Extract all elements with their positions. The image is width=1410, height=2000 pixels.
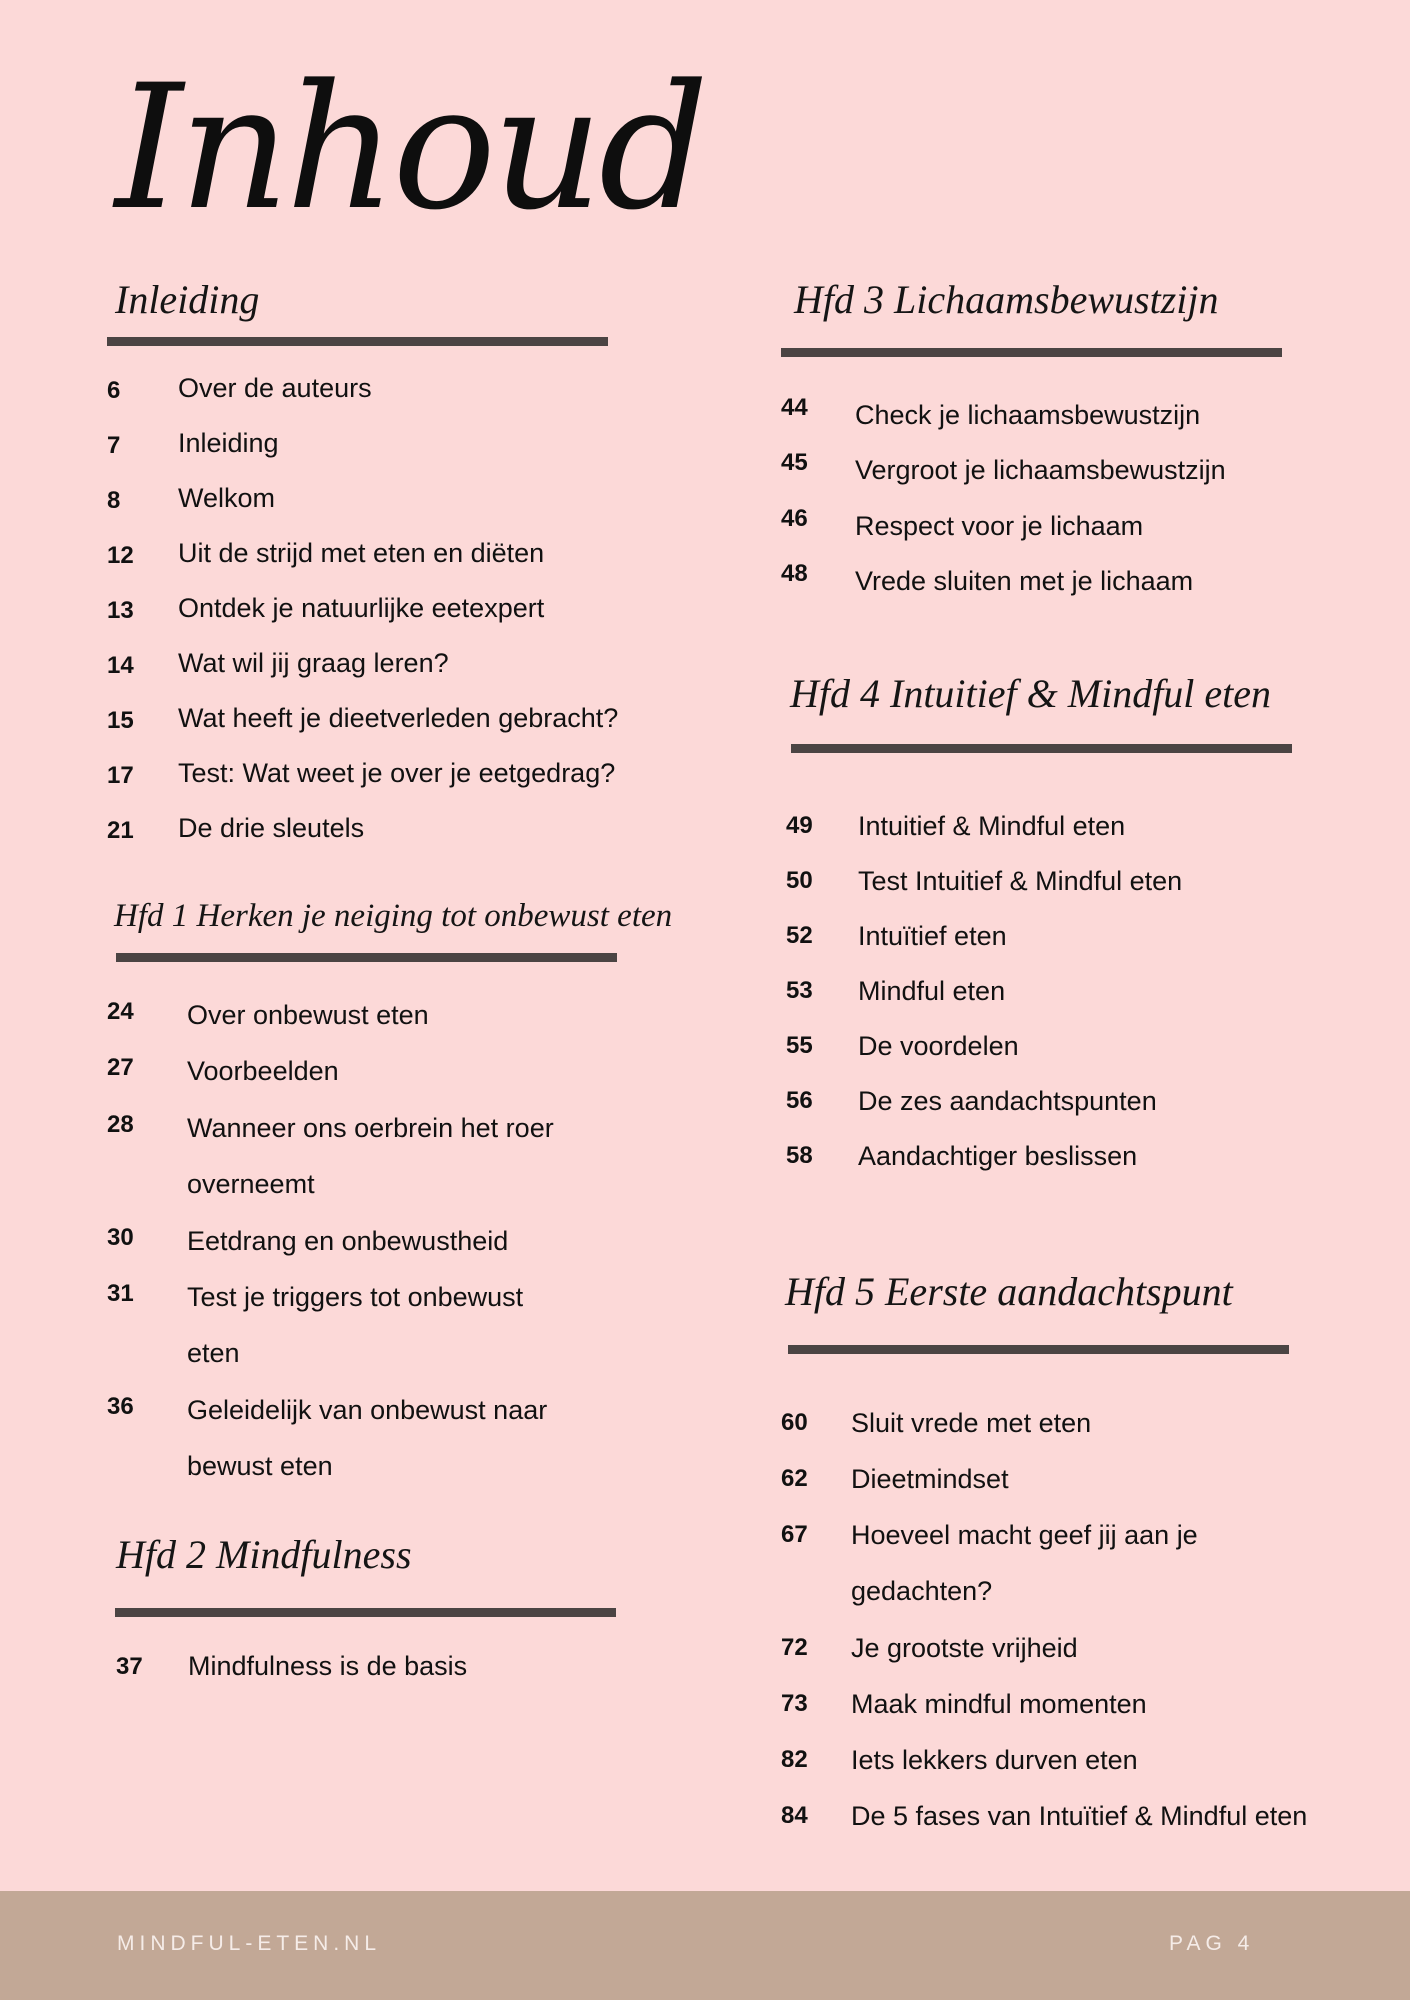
entry-title-continued: eten [187,1338,240,1368]
section-divider [781,348,1282,357]
page-number: 62 [781,1465,808,1492]
page-number: 13 [107,597,134,624]
page-number: 17 [107,762,134,789]
section-divider [116,953,617,962]
page-number: 21 [107,817,134,844]
page-number: 31 [107,1280,134,1307]
page-number: 36 [107,1393,134,1420]
page-number: 56 [786,1087,813,1114]
entry-title: Wat heeft je dieetverleden gebracht? [178,703,619,733]
page-number: 50 [786,867,813,894]
entry-title: Test je triggers tot onbewust [187,1282,524,1312]
section-divider [115,1608,616,1617]
page-number: 27 [107,1054,134,1081]
entry-title: Intuïtief eten [858,921,1007,951]
entry-title: Vergroot je lichaamsbewustzijn [855,455,1226,485]
page-number: 60 [781,1409,808,1436]
entry-title: Inleiding [178,428,279,458]
page-number: 67 [781,1521,808,1548]
page-number: 15 [107,707,134,734]
page-number: 37 [116,1653,143,1680]
entry-title: Wat wil jij graag leren? [178,648,449,678]
page-number: 52 [786,922,813,949]
page-number: 46 [781,505,808,532]
page-number: 49 [786,812,813,839]
section-heading: Hfd 3 Lichaamsbewustzijn [794,277,1219,322]
page-number: 44 [781,394,808,421]
page-number: 53 [786,977,813,1004]
entry-title: Dieetmindset [851,1464,1009,1494]
entry-title: De voordelen [858,1031,1019,1061]
page-number: 82 [781,1746,808,1773]
page-number: 6 [107,377,121,404]
entry-title: Test Intuitief & Mindful eten [858,866,1183,896]
entry-title: Geleidelijk van onbewust naar [187,1395,548,1425]
section-divider [107,337,608,346]
entry-title: Aandachtiger beslissen [858,1141,1138,1171]
page-number: 24 [107,998,134,1025]
entry-title: Uit de strijd met eten en diëten [178,538,545,568]
entry-title: Welkom [178,483,276,513]
entry-title: Hoeveel macht geef jij aan je [851,1520,1198,1550]
page-number: 48 [781,560,808,587]
footer-website: MINDFUL-ETEN.NL [117,1932,382,1955]
entry-title: Ontdek je natuurlijke eetexpert [178,593,545,623]
section-heading: Hfd 1 Herken je neiging tot onbewust eten [114,898,673,934]
page-number: 45 [781,449,808,476]
entry-title: Eetdrang en onbewustheid [187,1226,509,1256]
page-number: 72 [781,1634,808,1661]
section-heading: Hfd 2 Mindfulness [116,1532,412,1577]
entry-title: De 5 fases van Intuïtief & Mindful eten [851,1801,1308,1831]
footer-page-number: PAG 4 [1169,1932,1255,1955]
page-number: 30 [107,1224,134,1251]
entry-title: Respect voor je lichaam [855,511,1144,541]
page-number: 73 [781,1690,808,1717]
page-number: 7 [107,432,121,459]
entry-title: Over de auteurs [178,373,372,403]
entry-title: Wanneer ons oerbrein het roer [187,1113,554,1143]
entry-title-continued: gedachten? [851,1576,993,1606]
entry-title: Iets lekkers durven eten [851,1745,1138,1775]
entry-title: Sluit vrede met eten [851,1408,1092,1438]
entry-title: De zes aandachtspunten [858,1086,1157,1116]
entry-title: Je grootste vrijheid [851,1633,1078,1663]
entry-title: Mindfulness is de basis [188,1651,468,1681]
page-title: Inhoud [115,47,705,248]
page-footer [0,1891,1410,2000]
page-number: 28 [107,1111,134,1138]
entry-title-continued: overneemt [187,1169,315,1199]
section-divider [791,744,1292,753]
page-number: 58 [786,1142,813,1169]
section-heading: Hfd 5 Eerste aandachtspunt [785,1269,1233,1314]
entry-title: Vrede sluiten met je lichaam [855,566,1194,596]
page-number: 84 [781,1802,808,1829]
entry-title: Over onbewust eten [187,1000,429,1030]
page-number: 14 [107,652,134,679]
entry-title: Intuitief & Mindful eten [858,811,1126,841]
entry-title: Mindful eten [858,976,1006,1006]
section-divider [788,1345,1289,1354]
entry-title-continued: bewust eten [187,1451,333,1481]
page-number: 8 [107,487,121,514]
entry-title: De drie sleutels [178,813,365,843]
entry-title: Check je lichaamsbewustzijn [855,400,1201,430]
section-heading: Hfd 4 Intuitief & Mindful eten [790,671,1272,716]
page-number: 55 [786,1032,813,1059]
entry-title: Test: Wat weet je over je eetgedrag? [178,758,616,788]
page-number: 12 [107,542,134,569]
section-heading: Inleiding [115,277,260,322]
entry-title: Voorbeelden [187,1056,339,1086]
entry-title: Maak mindful momenten [851,1689,1147,1719]
